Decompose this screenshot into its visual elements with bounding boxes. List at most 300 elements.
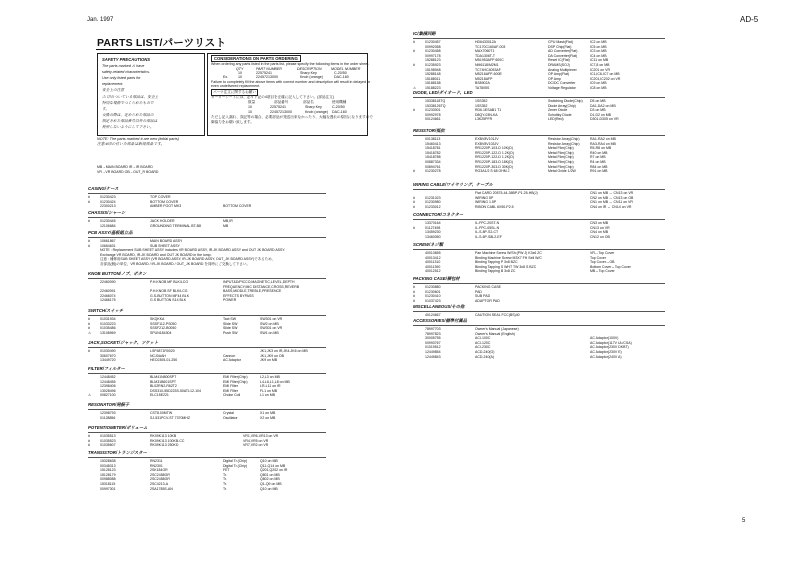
part-row-cell: # — [413, 63, 415, 67]
part-row-cell: DRAMS(SOJ) — [548, 63, 570, 67]
part-row-cell: Q10 on MB — [260, 459, 278, 463]
part-row-cell: 2SA1785S-AN — [150, 486, 173, 491]
safety-line: 指定された部品番号以外の部品は — [102, 118, 158, 123]
part-row-cell: AC Adaptor(230V DKBT) — [590, 345, 629, 350]
section-rule — [88, 457, 326, 458]
part-row-cell: D5 on MB — [590, 99, 606, 103]
part-row-cell: CN3 on MB — [590, 221, 609, 225]
part-row-cell: TDA1306T-T — [475, 53, 496, 58]
part-row-cell: 15418781 — [425, 146, 441, 151]
part-row-cell: 2SC4213-A — [150, 482, 169, 486]
part-row-cell: ADAPTOR PAD — [475, 298, 500, 303]
part-row-cell: Slide SW — [223, 321, 238, 326]
part-row-cell: AC Adaptor(240V A) — [590, 354, 622, 359]
section-title-packing: PACKING CASE/梱包材 — [413, 276, 460, 281]
part-row-cell: BL02RN2-R62T2 — [150, 384, 177, 389]
part-row-cell: L1 on MB — [260, 393, 275, 398]
part-row-cell: CN13 on VR — [590, 225, 610, 230]
part-row-cell: R4 on MB — [590, 160, 606, 164]
part-row-cell: DSP Chip(Flat) — [548, 44, 572, 49]
part-row-cell: 12449843 — [425, 354, 441, 359]
part-row-cell: Q10 on MB — [260, 486, 278, 491]
part-row-cell: 12398406 — [100, 384, 116, 389]
part-row-cell: CN2 on MB ↔ CN13 on OB — [590, 195, 634, 200]
section-rule — [88, 278, 326, 279]
page-title: PARTS LIST/パーツリスト — [97, 37, 227, 49]
part-row-cell: EMI Filter — [223, 384, 238, 389]
part-row-cell: CAUTION SEAL FCC(BS)40 — [475, 313, 520, 317]
part-row-cell: RG3A1/2 S 68 OHM J — [475, 169, 510, 174]
part-row-cell: ELC15E221 — [150, 393, 169, 398]
part-row-cell: SW1 on MB — [260, 330, 279, 335]
part-row-cell: 00993767 — [425, 340, 441, 345]
part-row-cell: IC5 on MB — [590, 44, 607, 49]
considerations-jp-head: 使用機種 — [332, 100, 347, 104]
part-row-cell: DSS310-55D223S-50ATL12-104 — [150, 388, 201, 393]
safety-line: replacement. — [102, 82, 124, 87]
considerations-jp-head: 部品番号 — [274, 100, 289, 104]
part-row-cell: Metal Film(Chip) — [548, 150, 574, 155]
part-row-cell: CPU Mask(Flat) — [548, 40, 573, 44]
part-row-cell: JACK HOLDER — [150, 219, 175, 223]
considerations-example: C-20/50 — [332, 105, 345, 109]
part-row-cell: CN4 on MB — [590, 230, 609, 235]
part-row-cell: IL-FPC-20ST-N — [475, 221, 500, 225]
part-row-cell: Tr. — [223, 472, 227, 477]
part-row-cell: Digital Tr.(Chip) — [223, 463, 248, 468]
section-title-misc: MISCELLANEOUS/その他 — [413, 304, 465, 309]
part-row-cell: Metal Film(Chip) — [548, 146, 574, 151]
part-row-cell: 15188223 — [425, 86, 441, 90]
section-rule — [88, 373, 326, 374]
part-row-cell: RR1220P-122-D 1.2K(D) — [475, 150, 514, 155]
considerations-title: CONSIDERATIONS ON PARTS ORDERING — [211, 55, 301, 62]
part-row-cell: AD Converter(Flat) — [548, 49, 578, 54]
considerations-col-head: QTY — [236, 67, 244, 71]
part-row-cell: ACI-100C — [475, 336, 491, 341]
part-row-cell: 15128179 — [100, 472, 116, 477]
part-row-cell: HD6433012A — [475, 40, 497, 44]
part-row-cell: 15288123 — [425, 58, 441, 63]
part-row-cell: 01037423 — [425, 298, 441, 303]
part-row-cell: 15198948 — [425, 67, 441, 72]
part-row-cell: D3 on MB — [590, 108, 606, 113]
part-row-cell: RN2301 — [150, 463, 163, 468]
part-row-cell: Metal Film(Chip) — [548, 155, 574, 160]
part-row-cell: RK09K113 10KB — [150, 434, 177, 438]
part-row-cell: VR4,VR5 on VR — [243, 438, 269, 443]
part-row-cell: GROUNDING TERMINAL BT-B8 — [150, 223, 201, 228]
part-row-cell: 13108969 — [100, 330, 116, 335]
part-row-cell: R7 on MB — [590, 155, 606, 160]
part-row-cell: 2SC2458GR — [150, 477, 170, 482]
part-row-cell: BLM31B601SPT — [150, 379, 177, 384]
part-row-cell: D8QY-03N-KA — [475, 112, 498, 117]
part-row-cell: WIRING 5P — [475, 195, 494, 200]
part-row-cell: IC7,8 on MB — [590, 63, 610, 67]
part-row-cell: Tr. — [223, 486, 227, 491]
section-title-screw: SCREW/ネジ類 — [413, 242, 444, 247]
part-row-cell: BASS,MIDDLE,TREBLE,PRESENCE — [223, 289, 282, 294]
part-row-cell: Crystal — [223, 411, 234, 415]
part-row-cell: Binding Tapping S WHT TW 3x8 S BZC — [475, 264, 537, 269]
part-row-cell: # — [88, 317, 90, 321]
part-row-cell: Flat CARD 20575-44-36BP-P1.25-HB(J) — [475, 191, 538, 195]
part-row-cell: JK1,JK9 on OB — [260, 353, 284, 358]
part-row-cell: Metal Oxide 1/2W — [548, 169, 576, 174]
part-row-cell: 00348313 — [100, 463, 116, 468]
part-row-cell: 12466175 — [100, 298, 116, 303]
part-row-cell: IC201,IC202 on VR — [590, 76, 621, 81]
considerations-example: 22457213000 — [270, 110, 292, 114]
part-row-cell: # — [88, 443, 90, 448]
part-row-cell: # — [88, 326, 90, 331]
part-row-cell: R5-R8 on MB — [590, 146, 612, 151]
part-row-cell: 10661867 — [100, 239, 116, 243]
pcb-note-line: 注意 : 補修用SUB SHEET ASSY (VR BOARD ASSY, IR-JK BOARD ASSY, OUT_JK BOARD ASSY)であるため、 — [100, 257, 276, 262]
considerations-example: DAC-160 — [332, 110, 347, 114]
part-row-cell: BOTTOM COVER — [223, 204, 252, 209]
part-row-cell: MB — [223, 223, 229, 228]
part-row-cell: INPUT&D/PICCO,MAGNETIC,LEVEL,DEPTH — [223, 280, 295, 284]
part-row-cell: IC1,IC6-IC7 on MB — [590, 72, 620, 77]
part-row-cell: 12449854 — [425, 350, 441, 354]
part-row-cell: 12106684 — [100, 223, 116, 228]
part-row-cell: 22300213 — [100, 204, 116, 209]
part-row-cell: # — [413, 40, 415, 44]
part-row-cell: PAD — [475, 289, 482, 294]
page-number: 5 — [742, 518, 746, 524]
part-row-cell: 15460413 — [425, 141, 441, 146]
part-row-cell: CN1 on MB ↔ CN13 on VR — [590, 191, 634, 195]
part-row-cell: 22460090 — [100, 280, 116, 284]
part-row-cell: IC2 on MB — [590, 40, 607, 44]
considerations-intro: Failure to completely fill the above items with correct number and description will result in delayed or — [211, 80, 371, 84]
part-row-cell: 15128123 — [100, 468, 116, 473]
part-row-cell: IC8 on MB — [590, 86, 607, 90]
part-row-cell: 00138113 — [425, 137, 441, 141]
part-row-cell: IC11 on MB — [590, 58, 609, 63]
ordering-considerations-box — [207, 53, 373, 136]
considerations-example: 22575241 — [256, 71, 272, 75]
part-row-cell: P.H.KNOB MF BLK/LCG — [150, 280, 189, 284]
considerations-col-head: MODEL NUMBER — [331, 67, 361, 71]
section-title-casing: CASING/ケース — [88, 186, 119, 191]
section-rule — [413, 189, 665, 190]
part-row-cell: ACD-240(A) — [475, 354, 495, 359]
part-row-cell: 01035523 — [100, 438, 116, 443]
part-row-cell: 01019512 — [425, 345, 441, 350]
part-row-cell: BLM41N800SPT — [150, 375, 177, 379]
section-title-pcb: PCB ASSY/基板組立品 — [88, 230, 133, 235]
safety-line: す。 — [102, 106, 110, 111]
considerations-col-head: PART NUMBER — [256, 67, 282, 71]
part-row-cell: Analog Multiplexer — [548, 67, 577, 72]
part-row-cell: Cannon — [223, 353, 236, 358]
part-row-cell: 12448452 — [100, 375, 116, 379]
part-row-cell: # — [413, 195, 415, 200]
part-row-cell: 12398793 — [100, 411, 116, 415]
part-row-cell: SW2 on MB — [260, 321, 279, 326]
considerations-example: Knob (orange) — [305, 110, 328, 114]
safety-line: 使用しないようにして下さい。 — [102, 125, 154, 129]
part-row-cell: 01035513 — [100, 434, 116, 438]
part-row-cell: SKQKKA — [150, 317, 165, 321]
part-row-cell: 15328638 — [100, 459, 116, 463]
safety-precautions-box — [97, 53, 205, 136]
part-row-cell: RA3-RA4 on MB — [590, 141, 616, 146]
part-row-cell: MB,IR — [223, 219, 233, 223]
part-row-cell: 00887334 — [425, 160, 441, 164]
considerations-example: Ex. — [223, 75, 229, 79]
part-row-cell: RD6.1ESAB1 T1 — [475, 108, 502, 113]
part-row-cell: # — [88, 199, 90, 204]
part-row-cell: Bottom Cover↔Top Cover — [590, 264, 631, 269]
part-row-cell: Tr. — [223, 482, 227, 486]
part-row-cell: EMI Filter(Chip) — [223, 375, 248, 379]
considerations-jp-head: 部品名 — [303, 100, 314, 104]
part-row-cell: 01231023 — [425, 195, 441, 200]
part-row-cell: # — [413, 108, 415, 113]
part-row-cell: # — [88, 243, 90, 248]
part-row-cell: PACKING CASE — [475, 285, 501, 289]
part-row-cell: 78997703 — [425, 327, 441, 331]
part-row-cell: TC170C160AF-003 — [475, 44, 506, 49]
section-rule — [88, 237, 326, 238]
part-row-cell: DC/DC Converter — [548, 81, 576, 86]
part-row-cell: # — [88, 321, 90, 326]
part-row-cell: 01035607 — [100, 443, 116, 448]
part-row-cell: IL-S-8P-S2-CT — [475, 230, 499, 235]
section-title-connector: CONNECTOR/コネクター — [413, 212, 464, 217]
part-row-cell: 10664631 — [100, 243, 116, 248]
part-row-cell: ACD-240(G) — [475, 350, 495, 354]
considerations-jp: オーダーシートには、必ず下記の4項目を正確に記入して下さい。(部品注文) — [211, 95, 334, 99]
part-row-cell: 40011310 — [425, 260, 441, 265]
part-row-cell: 15188158 — [425, 81, 441, 86]
part-row-cell: # — [88, 219, 90, 223]
part-row-cell: # — [413, 169, 415, 174]
part-row-cell: 12448455 — [100, 379, 116, 384]
new-parts-note — [97, 137, 179, 147]
safety-line: 交換の際は、定められた部品の — [102, 112, 154, 117]
section-title-diode: DIODE, LED/ダイオード、LED — [413, 90, 473, 95]
part-row-cell: Slide SW — [223, 326, 238, 331]
part-row-cell: Diode Array(Chip) — [548, 103, 576, 108]
part-row-cell: TOP COVER — [150, 195, 171, 199]
considerations-example: 10 — [248, 105, 252, 109]
part-row-cell: # — [413, 298, 415, 303]
part-row-cell: # — [413, 225, 415, 230]
section-rule — [88, 193, 326, 194]
part-row-cell: CN4 on IR ↔ CN14 on VR — [590, 204, 632, 209]
part-row-cell: R40 on MB — [590, 150, 608, 155]
part-row-cell: 01230445 — [100, 219, 116, 223]
section-title-chassis: CHASSIS/シャーシ — [88, 210, 126, 215]
considerations-jp: 御協力をお願い致します。 — [211, 120, 254, 124]
note-line-en: NOTE: The parts marked # are new (initial parts) — [97, 137, 179, 141]
part-row-cell: RR1220P-103-D 10K(D) — [475, 146, 513, 151]
safety-line: Use only listed parts for — [102, 76, 141, 81]
part-row-cell: 1SS352 — [475, 99, 488, 103]
part-row-cell: AMBER FOOT MK3 — [150, 204, 182, 209]
part-row-cell: M5218AFP — [475, 76, 493, 81]
header-date: Jan. 1997 — [87, 17, 114, 23]
part-row-cell: R84 on MB — [590, 164, 608, 169]
part-row-cell: JK9 on MB — [260, 358, 278, 363]
part-row-cell: # — [413, 200, 415, 205]
part-row-cell: 15418788 — [425, 155, 441, 160]
pcb-note-line: NOTE : Replacement SUB SHEET ASSY includes VR BOARD ASSY, IR-JK BOARD ASSY and OUT JK BOARD ASSY. — [100, 248, 286, 253]
part-row-cell: 01230458 — [425, 49, 441, 54]
part-row-cell: IC9 on MB — [590, 81, 607, 86]
part-row-cell: # — [413, 49, 415, 54]
section-rule — [413, 249, 665, 250]
section-title-jack: JACK,SOCKET/ジャック、ソケット — [88, 340, 159, 345]
considerations-example: 10 — [238, 71, 242, 75]
part-row-cell: AC Adaptor(117V UL/CSA) — [590, 340, 632, 345]
part-row-cell: 30607670 — [100, 353, 116, 358]
part-row-cell: 01030490 — [100, 349, 116, 353]
part-row-cell: OP Amp — [548, 76, 561, 81]
section-rule — [413, 283, 665, 284]
section-title-switch: SWITCH/スイッチ — [88, 308, 124, 313]
part-row-cell: 13449720 — [100, 358, 116, 363]
part-row-cell: RR1220P-122-D 1.2K(D) — [475, 155, 514, 160]
part-row-cell: 01031934 — [100, 317, 116, 321]
part-row-cell: SJ-531PCV-ST 7370MHZ — [150, 415, 191, 420]
part-row-cell: D1,D2 on MB — [590, 112, 612, 117]
part-row-cell: MB↔Top Cover — [590, 269, 615, 274]
part-row-cell: 15188011 — [425, 76, 441, 81]
part-row-cell: DA Converter(Flat) — [548, 53, 578, 58]
part-row-cell: RIBON CABL 6X50-P2.5 — [475, 204, 514, 209]
part-row-cell: IC4 on MB — [590, 53, 607, 58]
part-row-cell: ⚠ — [88, 330, 92, 335]
part-row-cell: 01230457 — [425, 40, 441, 44]
section-title-filter: FILTER/フィルター — [88, 366, 125, 371]
part-row-cell: AC Adaptor(230V E) — [590, 350, 622, 354]
part-row-cell: TC74HC4053AF — [475, 67, 501, 72]
part-row-cell: CST8.00MTW — [150, 411, 173, 415]
part-row-cell: Choke Coil — [223, 393, 241, 398]
considerations-example: C-20/50 — [334, 71, 347, 75]
part-row-cell: NM6118/M2M1 — [475, 63, 499, 67]
part-row-cell: TA7805S — [475, 86, 490, 90]
considerations-col-head: DESCRIPTION — [297, 67, 322, 71]
part-row-cell: 2SC2458GR — [150, 472, 170, 477]
section-rule — [413, 311, 665, 312]
part-row-cell: # — [413, 294, 415, 299]
part-row-cell: Tr. — [223, 477, 227, 482]
part-row-cell: G.S-BUTTON MF44 BLK — [150, 293, 190, 298]
part-row-cell: # — [88, 349, 90, 353]
part-row-cell: CN12 on OB — [590, 234, 610, 239]
part-row-cell: EFFECTS BYPASS — [223, 293, 254, 298]
part-row-cell: VR1,VR6-VR13 on VR — [243, 434, 279, 438]
part-row-cell: ACI-230C — [475, 345, 491, 350]
part-row-cell: Top Cover — [590, 255, 606, 260]
part-row-cell: Binding Machine Screw M3X7 FH Sell W/C — [475, 255, 542, 260]
part-row-cell: L3K25PFR — [475, 117, 493, 122]
part-row-cell: RR1220P-183-D 18K(D) — [475, 160, 513, 164]
safety-line: The parts marked ⚠ have — [102, 64, 145, 68]
part-row-cell: 30005755 — [425, 336, 441, 341]
part-row-cell: 40013412 — [425, 255, 441, 260]
section-title-resistor: RESISTOR/抵抗 — [413, 128, 445, 133]
part-row-cell: DA1,DA2 on MB — [590, 103, 616, 108]
part-row-cell: M5216AFP-600E — [475, 72, 502, 77]
title-underline — [96, 49, 221, 50]
part-row-cell: FREQUENCY,MIC DISTANCE,CROSS,REVERB — [223, 284, 300, 289]
part-row-cell: MAIN BOARD ASSY — [150, 239, 183, 243]
part-row-cell: SW301 on VR — [260, 317, 283, 321]
safety-line: ⚠ 印のついている部品は、安全上 — [102, 94, 159, 99]
safety-line: safety-related characteristics. — [102, 70, 150, 75]
section-rule — [88, 315, 326, 316]
part-row-cell: RK09K113 250KD — [150, 443, 179, 448]
part-row-cell: 13028496 — [100, 388, 116, 393]
part-row-cell: POWER — [223, 298, 237, 303]
section-rule — [88, 432, 326, 433]
considerations-intro: When ordering any parts listed in the parts list, please specify the following items in the order sheet. — [211, 62, 370, 66]
section-title-knob: KNOB BUTTON/ノブ、ボタン — [88, 271, 147, 276]
board-abbrev-2: VR→VR BOARD OB→OUT_R BOARD — [97, 170, 159, 174]
part-row-cell: IL-FPC-05SL-N — [475, 225, 500, 230]
part-row-cell: Voltage Regulator — [548, 86, 576, 90]
part-row-cell: 01233001 — [425, 108, 441, 113]
part-row-cell: SPUN184304 — [150, 330, 172, 335]
part-row-cell: Reset IC(Flat) — [548, 58, 570, 63]
part-row-cell: L4-L6,L1,L8 on MB — [260, 379, 290, 384]
part-row-cell: SSSF212-B0050 — [150, 326, 177, 331]
part-row-cell: 01033223 — [100, 321, 116, 326]
header-model: AD-5 — [740, 15, 759, 24]
part-row-cell: EXBV8V103JV — [475, 141, 499, 146]
part-row-cell: Q802 on MB — [260, 477, 280, 482]
part-row-cell: 15418782 — [425, 150, 441, 155]
part-row-cell: 01230601 — [425, 289, 441, 294]
part-row-cell: 15318115 — [100, 482, 116, 486]
section-rule — [413, 38, 665, 39]
considerations-example: 22457213000 — [256, 75, 278, 79]
section-rule — [413, 135, 665, 136]
section-rule — [413, 325, 665, 326]
part-row-cell: Binding Tapping B 3x8 ZC — [475, 269, 516, 274]
part-row-cell: 01035486 — [100, 326, 116, 331]
section-title-accessories: ACCESSORIES/標準付属品 — [413, 318, 467, 323]
safety-line: 安全上の注意 — [102, 88, 125, 93]
section-title-pot: POTENTIOMETER/ボリューム — [88, 425, 148, 430]
part-row-cell: 01230880 — [425, 285, 441, 289]
part-row-cell: Resistor Array(Chip) — [548, 141, 580, 146]
part-row-cell: BS8902A — [475, 81, 490, 86]
part-row-cell: VR↔Top Cover — [590, 251, 615, 255]
part-row-cell: Zener Diode — [548, 108, 568, 113]
part-row-cell: HEC0305-01-250 — [150, 358, 178, 363]
part-row-cell: RR1220P-303-D 30K(D) — [475, 164, 513, 169]
considerations-example: Sharp Key — [300, 71, 317, 75]
part-row-cell: Resistor Array(Chip) — [548, 137, 580, 141]
part-row-cell: FL1 on MB — [260, 388, 278, 393]
part-row-cell: 13460050 — [425, 234, 441, 239]
part-row-cell: 00827100 — [100, 393, 116, 398]
part-row-cell: VR7,VR2 on VR — [243, 443, 269, 448]
part-row-cell: Metal Film(Chip) — [548, 160, 574, 164]
part-row-cell: 15338126TQ — [425, 103, 446, 108]
part-row-cell: EXBV8V101JV — [475, 137, 499, 141]
part-row-cell: LR-L11 on IR — [260, 384, 281, 389]
